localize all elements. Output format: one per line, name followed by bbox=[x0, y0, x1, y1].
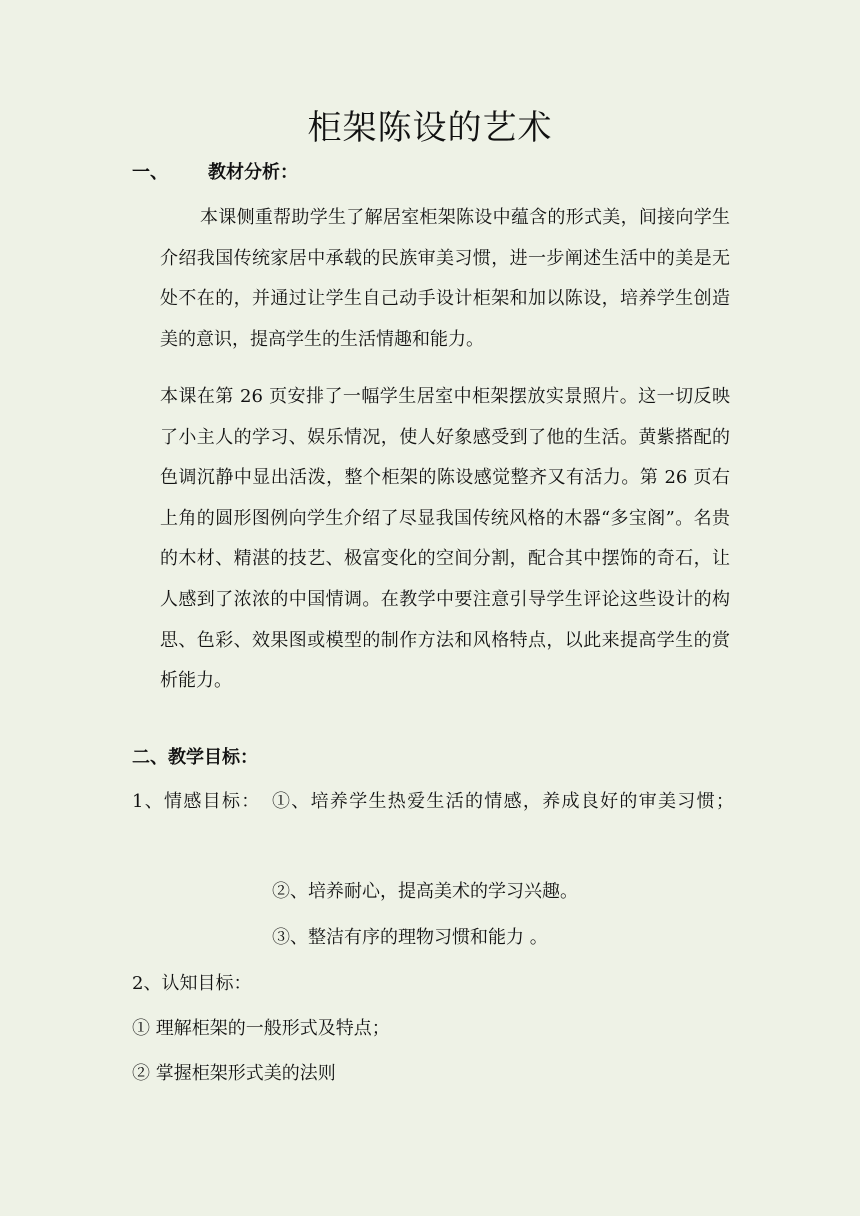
list-item: ① 理解柜架的一般形式及特点； bbox=[132, 1018, 390, 1039]
goal-label: 2、认知目标： bbox=[132, 973, 252, 994]
goal-label: 1、情感目标： bbox=[132, 791, 261, 812]
paragraph: 本课侧重帮助学生了解居室柜架陈设中蕴含的形式美，间接向学生介绍我国传统家居中承载的民族审美习惯，进一步阐述生活中的美是无处不在的，并通过让学生自己动手设计柜架和加以陈设，培养学生创造美的意识，提高学生的生活情趣和能力。 bbox=[160, 207, 730, 350]
list-item: ② 掌握柜架形式美的法则 bbox=[132, 1063, 336, 1084]
section-heading: 二、教学目标： bbox=[132, 747, 258, 768]
section-number: 一、 bbox=[132, 162, 168, 183]
section-heading: 教材分析： bbox=[208, 162, 298, 183]
list-item: ②、培养耐心，提高美术的学习兴趣。 bbox=[272, 881, 578, 902]
document-title: 柜架陈设的艺术 bbox=[307, 108, 553, 148]
paragraph: 本课在第 26 页安排了一幅学生居室中柜架摆放实景照片。这一切反映了小主人的学习、娱乐情况，使人好象感受到了他的生活。黄紫搭配的色调沉静中显出活泼，整个柜架的陈设感觉整齐又有活力。第 26 页右上角的圆形图例向学生介绍了尽显我国传统风格的木器“多宝阁”。名贵的木材、精湛的技艺、极富变化的空间分割，配合其中摆饰的奇石，让人感到了浓浓的中国情调。在教学中要注意引导学生评论这些设计的构思、色彩、效果图或模型的制作方法和风格特点，以此来提高学生的赏析能力。 bbox=[160, 386, 730, 692]
list-item: ①、培养学生热爱生活的情感，养成良好的审美习惯； bbox=[272, 791, 736, 812]
list-item: ③、整洁有序的理物习惯和能力 。 bbox=[272, 927, 548, 948]
